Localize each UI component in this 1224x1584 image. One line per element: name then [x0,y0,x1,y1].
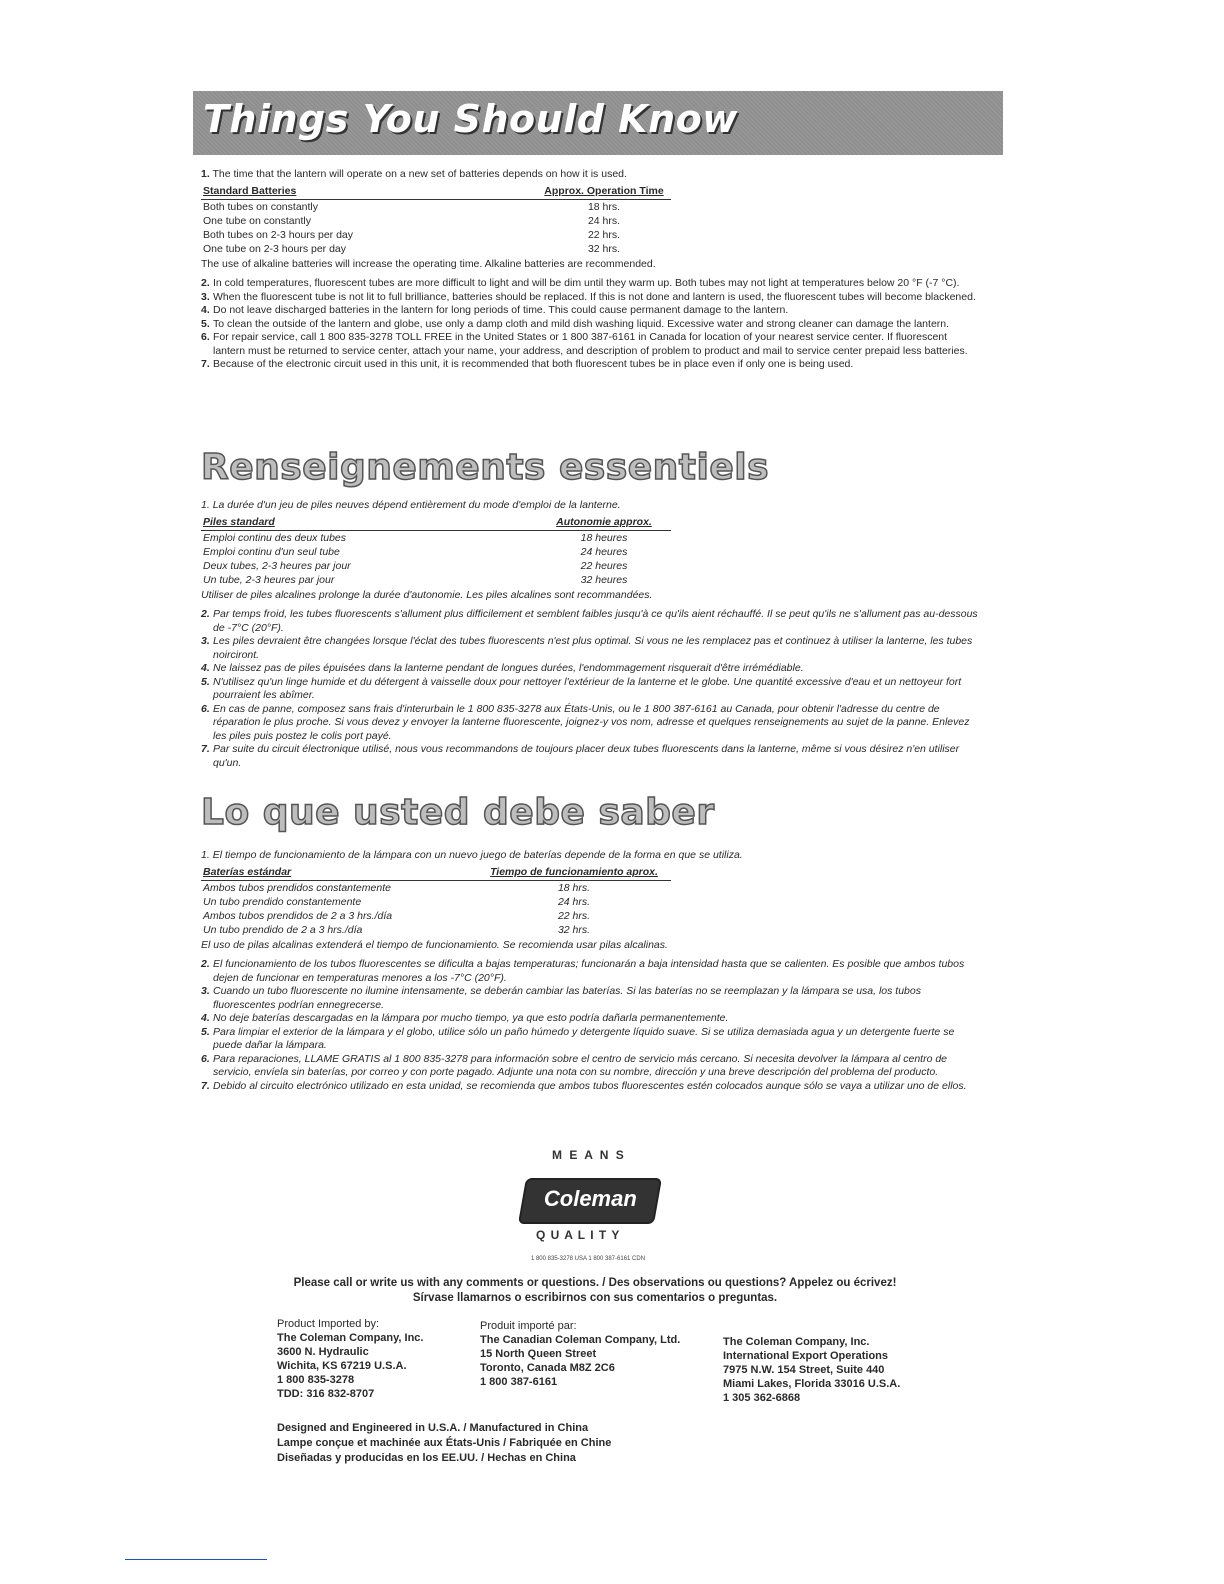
list-item [201,277,981,291]
english-title: Things You Should Know [203,97,738,141]
footer-rule [125,1559,267,1560]
table-row [201,923,671,937]
table-row [201,242,671,256]
french-items [201,608,981,770]
table-cell: Both tubes on constantly [203,201,318,213]
spanish-alkaline-note: El uso de pilas alcalinas extenderá el tiempo de funcionamiento. Se recomienda usar pilas alcalinas. [201,939,668,951]
intro-text: El tiempo de funcionamiento de la lámpara con un nuevo juego de baterías depende de la forma en que se utiliza. [212,849,743,861]
address-line: 1 800 387-6161 [480,1376,558,1388]
item-number: 4. [201,662,210,674]
item-number: 2. [201,277,210,289]
item-number: 4. [201,1012,210,1024]
list-item [201,1080,981,1094]
list-item [201,676,981,703]
table-cell: Ambos tubos prendidos de 2 a 3 hrs./día [203,910,393,922]
address-line: International Export Operations [723,1350,889,1362]
french-intro [201,499,981,512]
item-number: 3. [201,985,210,997]
list-item [201,662,981,676]
item-number: 3. [201,290,210,303]
english-battery-table [201,185,671,256]
list-item [201,331,981,358]
logo-badge [518,1178,662,1224]
contact-line-1: Please call or write us with any comments or questions. / Des observations ou questions? Appelez ou écrivez! [293,1277,897,1289]
table-cell: 22 hrs. [557,910,591,922]
table-row [201,881,671,896]
item-text: Ne laissez pas de piles épuisées dans la lanterne pendant de longues durées, l'endommagement risquerait d'être irrémédiable. [213,662,804,674]
list-item [201,985,981,1012]
table-cell: 32 hrs. [587,243,621,255]
english-alkaline-note: The use of alkaline batteries will increase the operating time. Alkaline batteries are recommended. [201,258,656,270]
table-cell: 18 hrs. [557,882,591,894]
address-line: TDD: 316 832-8707 [277,1388,375,1400]
coleman-logo [508,1146,668,1264]
spanish-battery-table [201,866,671,937]
table-header-row [201,516,671,531]
item-number: 6. [201,702,210,715]
address-line: 15 North Queen Street [480,1348,597,1360]
address-line: Wichita, KS 67219 U.S.A. [277,1360,407,1372]
french-section [201,499,981,770]
logo-bottom-arc: Q U A L I T Y [536,1228,621,1242]
item-number: 6. [201,1052,210,1065]
list-item [201,608,981,635]
table-cell: 22 heures [580,560,628,572]
list-item [201,358,981,372]
table-header-batteries: Piles standard [201,516,537,531]
table-cell: 22 hrs. [587,229,621,241]
item-text: When the fluorescent tube is not lit to full brilliance, batteries should be replaced. If this is not done and lantern is used, the fluorescent tubes will become blackened. [213,290,976,303]
table-row [201,573,671,587]
made-line: Designed and Engineered in U.S.A. / Manufactured in China [277,1422,589,1434]
item-text: El funcionamiento de los tubos fluorescentes se dificulta a bajas temperaturas; funcionarán a baja intensidad hasta que se calienten. Es posible que ambos tubos dejen de funcionar en temperaturas menores a los -7°C (20°F). [213,958,965,984]
table-cell: One tube on constantly [203,215,311,227]
table-cell: 24 hrs. [557,896,591,908]
item-number: 5. [201,317,210,330]
table-cell: Deux tubes, 2-3 heures par jour [203,560,351,572]
list-item [201,1026,981,1053]
address-line: 1 305 362-6868 [723,1392,801,1404]
item-number: 2. [201,958,210,970]
item-number: 3. [201,635,210,647]
item-text: For repair service, call 1 800 835-3278 TOLL FREE in the United States or 1 800 387-6161 in Canada for location of your nearest service center. If fluorescent lantern must be returned to service center, attach your name, your address, and description of problem to product and mail to service center prepaid less batteries. [213,331,968,357]
table-cell: Un tubo prendido de 2 a 3 hrs./día [203,924,363,936]
table-cell: 18 heures [580,532,628,544]
item-text: Para reparaciones, LLAME GRATIS al 1 800 835-3278 para información sobre el centro de servicio más cercano. Si necesita devolver la lámpara al centro de servicio, envíela sin baterías, por correo y con porte pagado. Adjunte una nota con su nombre, dirección y una breve descripción del problema del producto. [213,1052,948,1078]
table-cell: Emploi continu d'un seul tube [203,546,340,558]
list-item [201,743,981,770]
list-item [201,635,981,662]
item-text: No deje baterías descargadas en la lámpara por mucho tiempo, ya que esto podría dañarla permanentemente. [213,1012,729,1024]
address-line: The Canadian Coleman Company, Ltd. [480,1334,681,1346]
list-item [201,703,981,744]
item-number: 5. [201,675,210,688]
address-line: The Coleman Company, Inc. [277,1332,424,1344]
table-cell: 32 heures [580,574,628,586]
intro-number: 1. [201,168,210,180]
table-header-time: Tiempo de funcionamiento aprox. [477,866,671,881]
address-us-label: Product Imported by: [277,1318,380,1330]
english-title-banner [193,91,1003,155]
address-line: 3600 N. Hydraulic [277,1346,369,1358]
logo-phone-line: 1 800 835-3278 USA 1 800 387-6161 CDN [530,1256,646,1262]
item-number: 2. [201,608,210,620]
address-canada [480,1319,680,1389]
item-text: To clean the outside of the lantern and globe, use only a damp cloth and mild dish washing liquid. Excessive water and strong cleaner can damage the lantern. [213,317,950,330]
spanish-items [201,958,981,1093]
address-us [277,1317,424,1401]
table-row [201,214,671,228]
table-cell: Un tube, 2-3 heures par jour [203,574,335,586]
table-cell: Emploi continu des deux tubes [203,532,347,544]
table-header-time: Autonomie approx. [537,516,671,531]
item-text: Do not leave discharged batteries in the lantern for long periods of time. This could cause permanent damage to the lantern. [213,304,789,316]
item-text: In cold temperatures, fluorescent tubes are more difficult to light and will be dim until they warm up. Both tubes may not light at temperatures below 20 °F (-7 °C). [213,277,960,289]
item-number: 7. [201,358,210,370]
item-text: Because of the electronic circuit used in this unit, it is recommended that both fluorescent tubes be in place even if only one is being used. [213,358,854,370]
english-section [201,168,981,372]
manufacturing-info [277,1421,611,1466]
intro-number: 1. [201,499,210,511]
table-cell: One tube on 2-3 hours per day [203,243,347,255]
address-line: 7975 N.W. 154 Street, Suite 440 [723,1364,885,1376]
made-line: Diseñadas y producidas en los EE.UU. / Hechas en China [277,1452,576,1464]
spanish-title: Lo que usted debe saber [201,792,715,833]
address-line: 1 800 835-3278 [277,1374,355,1386]
table-cell: Un tubo prendido constantemente [203,896,362,908]
item-number: 6. [201,331,210,343]
address-line: Toronto, Canada M8Z 2C6 [480,1362,615,1374]
table-header-time: Approx. Operation Time [537,185,671,200]
item-text: Par suite du circuit électronique utilisé, nous vous recommandons de toujours placer deux tubes fluorescents dans la lanterne, même si vous désirez n'en utiliser qu'un. [213,743,960,769]
address-ca-label: Produit importé par: [480,1320,577,1332]
english-items [201,277,981,372]
intro-text: La durée d'un jeu de piles neuves dépend entièrement du mode d'emploi de la lanterne. [212,499,621,511]
list-item [201,291,981,305]
table-header-batteries: Baterías estándar [201,866,477,881]
list-item [201,304,981,318]
logo-brand: Coleman [543,1186,637,1211]
list-item [201,318,981,332]
table-row [201,559,671,573]
intro-text: The time that the lantern will operate on a new set of batteries depends on how it is used. [212,168,627,180]
item-text: N'utilisez qu'un linge humide et du détergent à vaisselle doux pour nettoyer l'extérieur de la lanterne et le globe. Une quantité excessive d'eau et un nettoyeur fort pourraient les abîmer. [213,675,962,701]
table-row [201,531,671,546]
list-item [201,1012,981,1026]
table-cell: 24 heures [580,546,628,558]
table-header-row [201,866,671,881]
table-cell: Both tubes on 2-3 hours per day [203,229,354,241]
contact-line-2: Sírvase llamarnos o escribirnos con sus comentarios o preguntas. [412,1292,778,1304]
table-row [201,200,671,215]
table-row [201,895,671,909]
made-line: Lampe conçue et machinée aux États-Unis / Fabriquée en Chine [277,1437,612,1449]
french-battery-table [201,516,671,587]
item-number: 5. [201,1025,210,1038]
table-cell: 24 hrs. [587,215,621,227]
english-intro [201,168,981,181]
item-text: Par temps froid, les tubes fluorescents s'allument plus difficilement et semblent faibles jusqu'à ce qu'ils aient réchauffé. Il se peut qu'ils ne s'allument pas au-dessous de -7°C (20°F). [213,608,978,634]
table-row [201,909,671,923]
table-header-batteries: Standard Batteries [201,185,537,200]
item-text: Les piles devraient être changées lorsque l'éclat des tubes fluorescents n'est plus optimal. Si vous ne les remplacez pas et continuez à utiliser la lanterne, les tubes noirciront. [213,635,973,661]
table-row [201,545,671,559]
item-number: 7. [201,743,210,755]
item-text: Cuando un tubo fluorescente no ilumine intensamente, se deberán cambiar las baterías. Si las baterías no se reemplazan y la lámpara se usa, los tubos fluorescentes podrían ennegrecerse. [213,985,921,1011]
table-header-row [201,185,671,200]
list-item [201,958,981,985]
table-row [201,228,671,242]
spanish-section [201,849,981,1093]
list-item [201,1053,981,1080]
table-cell: Ambos tubos prendidos constantemente [203,882,391,894]
address-international [723,1335,900,1405]
logo-top-arc: M E A N S [552,1148,626,1162]
address-line: Miami Lakes, Florida 33016 U.S.A. [723,1378,901,1390]
spanish-intro [201,849,981,862]
table-cell: 18 hrs. [587,201,621,213]
item-text: Debido al circuito electrónico utilizado en esta unidad, se recomienda que ambos tubos fluorescentes estén colocados aunque sólo se vaya a utilizar uno de ellos. [213,1079,967,1092]
table-cell: 32 hrs. [557,924,591,936]
item-text: Para limpiar el exterior de la lámpara y el globo, utilice sólo un paño húmedo y detergente líquido suave. Si se utiliza demasiada agua y un detergente fuerte se puede dañar la lámpara. [213,1025,955,1051]
intro-number: 1. [201,849,210,861]
french-title: Renseignements essentiels [201,447,770,488]
french-alkaline-note: Utiliser de piles alcalines prolonge la durée d'autonomie. Les piles alcalines sont recommandées. [201,589,653,601]
item-text: En cas de panne, composez sans frais d'interurbain le 1 800 835-3278 aux États-Unis, ou le 1 800 387-6161 au Canada, pour obtenir l'adresse du centre de réparation le plus proche. Si vous devez y envoyer la lanterne fluorescente, joignez-y vos nom, adresse et quelques renseignements au sujet de la panne. Enlevez les piles puis postez le colis port payé. [213,702,970,742]
item-number: 4. [201,304,210,316]
item-number: 7. [201,1079,210,1092]
address-line: The Coleman Company, Inc. [723,1336,870,1348]
